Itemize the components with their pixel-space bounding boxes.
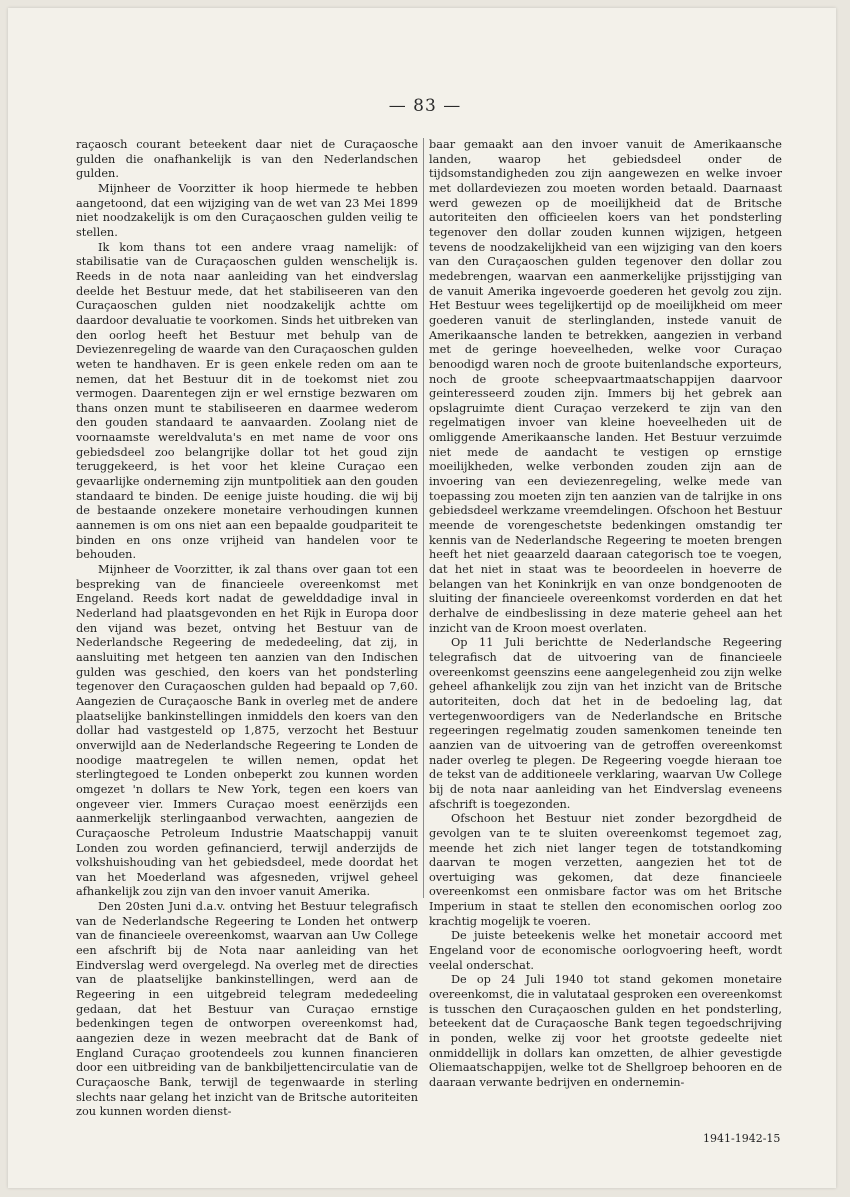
paragraph: Mijnheer de Voorzitter, ik zal thans over gaan tot een bespreking van de financieele overeenkomst met Engeland. Reeds kort nadat de gewelddadige inval in Nederland had plaatsgevonden en het Rijk in Europa door den vijand was bezet, ontving het Bestuur van de Nederlandsche Regeering de mededeeling, dat zij, in aansluiting met hetgeen ten aanzien van den Indischen gulden was geschied, den koers van het pondsterling tegenover den Curaçaoschen gulden had bepaald op 7,60. Aangezien de Curaçaosche Bank in overleg met de andere plaatselijke bankinstellingen inmiddels den koers van den dollar had vastgesteld op 1,875, verzocht het Bestuur onverwijld aan de Nederlandsche Regeering te Londen de noodige maatregelen te willen nemen, opdat het sterlingtegoed te Londen onbeperkt zou kunnen worden omgezet 'n dollars te New York, tegen een koers van ongeveer vier. Immers Curaçao moest eenërzijds een aanmerkelijk sterlingaanbod verwachten, aangezien de Curaçaosche Petroleum Industrie Maatschappij vanuit Londen zou worden gefinancierd, terwijl anderzijds de volkshuishouding van het gebiedsdeel, mede doordat het van het Moederland was afgesneden, vrijwel geheel afhankelijk zou zijn van den invoer vanuit Amerika. — [76, 563, 418, 899]
document-reference: 1941-1942-15 — [703, 1132, 781, 1145]
paragraph: De juiste beteekenis welke het monetair accoord met Engeland voor de economische oorlogvoering heeft, wordt veelal onderschat. — [429, 929, 782, 972]
paragraph: Ofschoon het Bestuur niet zonder bezorgdheid de gevolgen van te te sluiten overeenkomst tegemoet zag, meende het zich niet langer tegen de totstandkoming daarvan te mogen verzetten, aangezien het tot de overtuiging was gekomen, dat deze financieele overeenkomst een onmisbare factor was om het Britsche Imperium in staat te stellen den economischen oorlog zoo krachtig mogelijk te voeren. — [429, 812, 782, 928]
paragraph: Den 20sten Juni d.a.v. ontving het Bestuur telegrafisch van de Nederlandsche Regeering te Londen het ontwerp van de financieele overeenkomst, waarvan aan Uw College een afschrift bij de Nota naar aanleiding van het Eindverslag werd overgelegd. Na overleg met de directies van de plaatselijke bankinstellingen, werd aan de Regeering in een uitgebreid telegram mededeeling gedaan, dat het Bestuur van Curaçao ernstige bedenkingen tegen de ontworpen overeenkomst had, aangezien deze in wezen meebracht dat de Bank of England Curaçao grootendeels zou kunnen financieren door een uitbreiding van de bankbiljettencirculatie van de Curaçaosche Bank, terwijl de tegenwaarde in sterling slechts naar gelang het inzicht van de Britsche autoriteiten zou kunnen worden dienst- — [76, 900, 418, 1119]
page-number: — 83 — — [388, 96, 462, 116]
paragraph: De op 24 Juli 1940 tot stand gekomen monetaire overeenkomst, die in valutataal gesproken een overeenkomst is tusschen den Curaçaoschen gulden en het pondsterling, beteekent dat de Curaçaosche Bank tegen tegoedschrijving in ponden, welke zij voor het grootste gedeelte niet onmiddellijk in dollars kan omzetten, de alhier gevestigde Oliemaatschappijen, welke tot de Shellgroep behooren en de daaraan verwante bedrijven en ondernemin- — [429, 973, 782, 1089]
column-divider — [423, 138, 424, 898]
paragraph: Ik kom thans tot een andere vraag namelijk: of stabilisatie van de Curaçaoschen gulden wenschelijk is. Reeds in de nota naar aanleiding van het eindverslag deelde het Bestuur mede, dat het stabiliseeren van den Curaçaoschen gulden niet noodzakelijk achtte om daardoor devaluatie te voorkomen. Sinds het uitbreken van den oorlog heeft het Bestuur met behulp van de Deviezenregeling de waarde van den Curaçaoschen gulden weten te handhaven. Er is geen enkele reden om aan te nemen, dat het Bestuur dit in de toekomst niet zou vermogen. Daarentegen zijn er wel ernstige bezwaren om thans onzen munt te stabiliseeren en daarmee wederom den gouden standaard te aanvaarden. Zoolang niet de voornaamste wereldvaluta's en met name de voor ons gebiedsdeel zoo belangrijke dollar tot het goud zijn teruggekeerd, is het voor het kleine Curaçao een gevaarlijke onderneming zijn muntpolitiek aan den gouden standaard te binden. De eenige juiste houding. die wij bij de bestaande onzekere monetaire verhoudingen kunnen aannemen is om ons niet aan een bepaalde goudpariteit te binden en ons onze vrijheid van handelen voor te behouden. — [76, 240, 418, 562]
paragraph: baar gemaakt aan den invoer vanuit de Amerikaansche landen, waarop het gebiedsdeel onder de tijdsomstandigheden zou zijn aangewezen en welke invoer met dollardeviezen zou moeten worden betaald. Daarnaast werd gewezen op de moeilijkheid dat de Britsche autoriteiten den officieelen koers van het pondsterling tegenover den dollar zouden kunnen wijzigen, hetgeen tevens de noodzakelijkheid van een wijziging van den koers van den Curaçaoschen gulden tegenover den dollar zou medebrengen, waarvan een aanmerkelijke prijsstijging van de vanuit Amerika ingevoerde goederen het gevolg zou zijn. Het Bestuur wees tegelijkertijd op de moeilijkheid om meer goederen vanuit de sterlinglanden, instede vanuit de Amerikaansche landen te betrekken, aangezien in verband met de geringe hoeveelheden, welke voor Curaçao benoodigd waren noch de groote buitenlandsche exporteurs, noch de groote scheepvaartmaatschappijen daarvoor geinteresseerd zouden zijn. Immers bij het gebrek aan opslagruimte dient Curaçao verzekerd te zijn van den regelmatigen invoer van kleine hoeveelheden uit de omliggende Amerikaansche landen. Het Bestuur verzuimde niet mede de aandacht te vestigen op ernstige moeilijkheden, welke verbonden zouden zijn aan de invoering van een deviezenregeling, welke mede van toepassing zou moeten zijn ten aanzien van de talrijke in ons gebiedsdeel werkzame vreemdelingen. Ofschoon het Bestuur meende de vorengeschetste bedenkingen omstandig ter kennis van de Nederlandsche Regeering te moeten brengen heeft het niet geaarzeld daaraan categorisch toe te voegen, dat het niet in staat was te beoordeelen in hoeverre de belangen van het Koninkrijk en van onze bondgenooten de sluiting der financieele overeenkomst vorderden en dat het derhalve de eindbeslissing in deze materie geheel aan het inzicht van de Kroon moest overlaten. — [429, 138, 782, 635]
paragraph: Mijnheer de Voorzitter ik hoop hiermede te hebben aangetoond, dat een wijziging van de wet van 23 Mei 1899 niet noodzakelijk is om den Curaçaoschen gulden veilig te stellen. — [76, 181, 418, 239]
paragraph: raçaosch courant beteekent daar niet de Curaçaosche gulden die onafhankelijk is van den Nederlandschen gulden. — [76, 138, 418, 181]
right-column — [429, 138, 782, 1091]
left-column — [76, 138, 418, 1120]
paragraph: Op 11 Juli berichtte de Nederlandsche Regeering telegrafisch dat de uitvoering van de financieele overeenkomst geenszins eene aangelegenheid zou zijn welke geheel afhankelijk zou zijn van het inzicht van de Britsche autoriteiten, doch dat het in de bedoeling lag, dat vertegenwoordigers van de Nederlandsche en Britsche regeeringen regelmatig zouden samenkomen teneinde ten aanzien van de uitvoering van de getroffen overeenkomst nader overleg te plegen. De Regeering voegde hieraan toe de tekst van de additioneele verklaring, waarvan Uw College bij de nota naar aanleiding van het Eindverslag eveneens afschrift is toegezonden. — [429, 636, 782, 811]
